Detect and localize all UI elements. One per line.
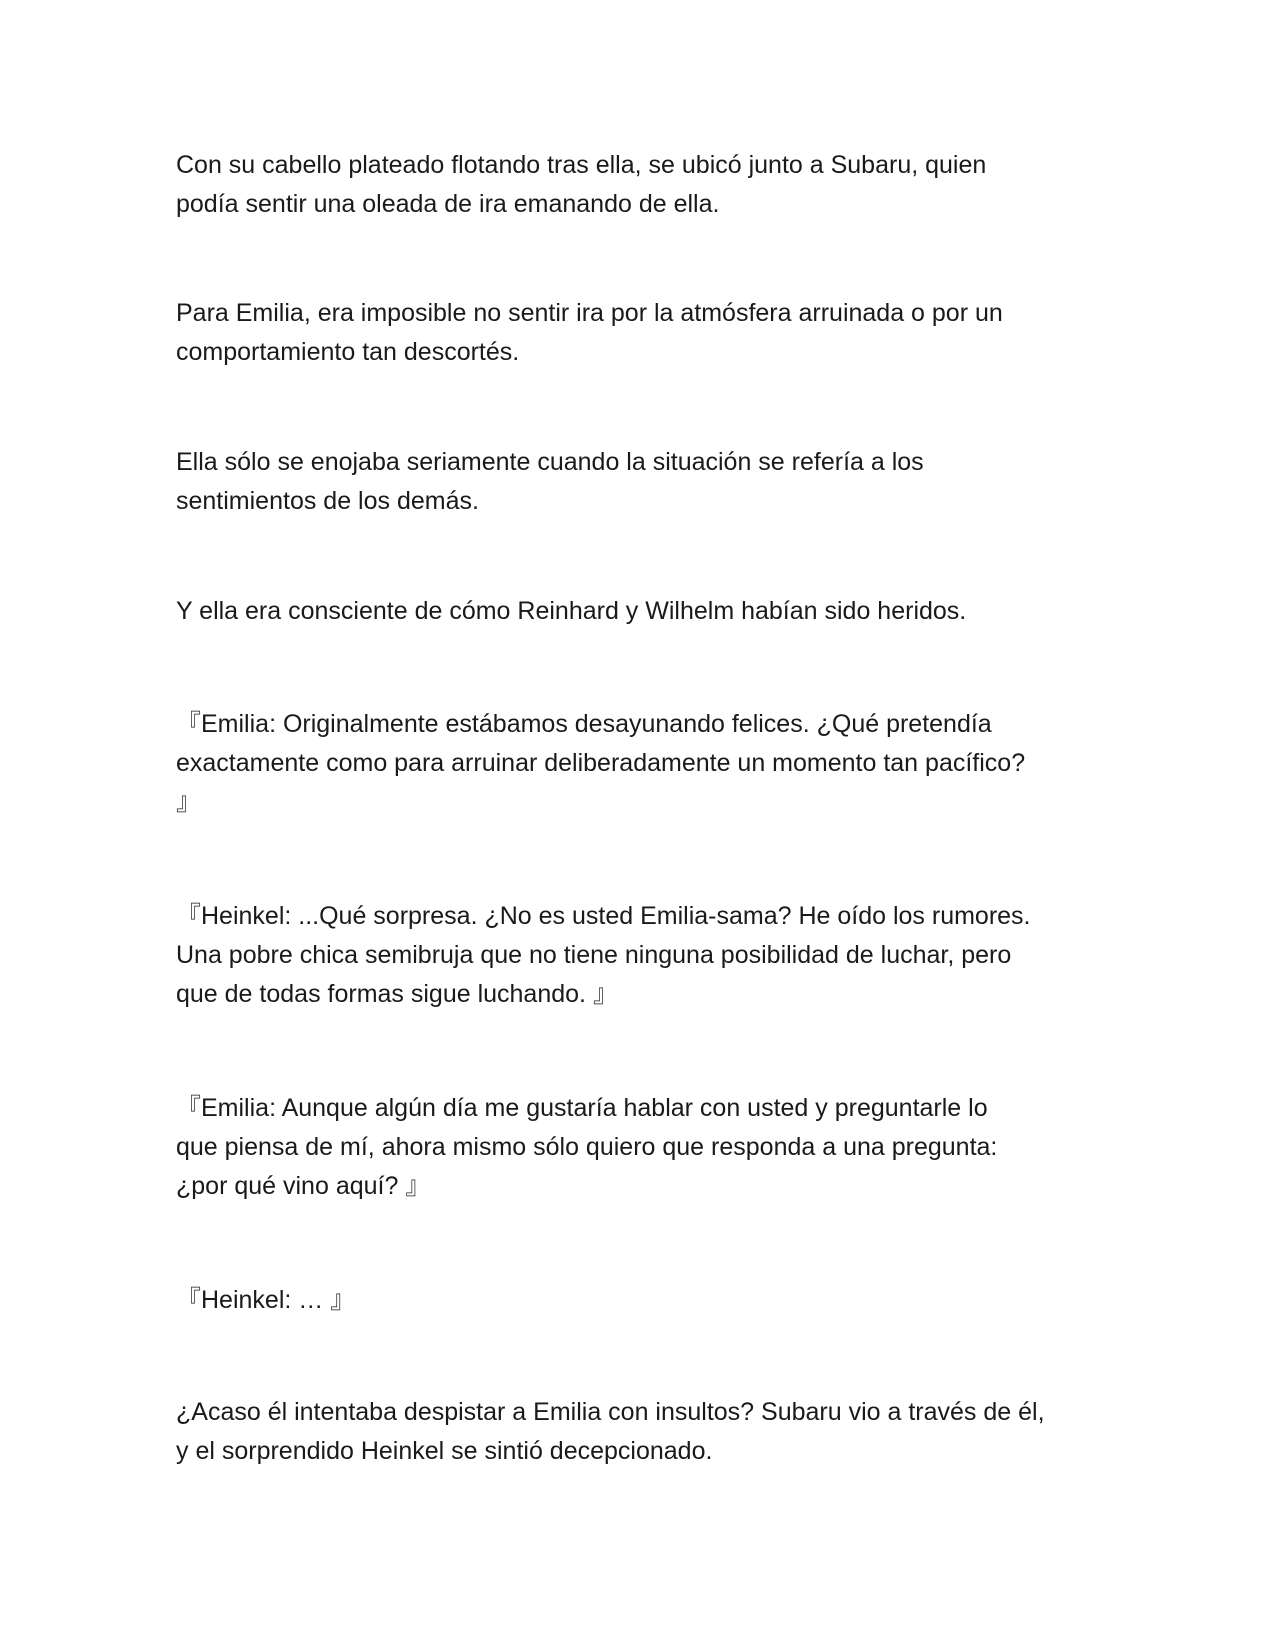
paragraph-narration-5: ¿Acaso él intentaba despistar a Emilia con insultos? Subaru vio a través de él, y el sorprendido Heinkel se sintió decepcionado. <box>176 1398 1045 1465</box>
paragraph-narration-1: Con su cabello plateado flotando tras ella, se ubicó junto a Subaru, quien podía sentir una oleada de ira emanando de ella. <box>176 151 987 218</box>
dialogue-emilia-1: 『Emilia: Originalmente estábamos desayunando felices. ¿Qué pretendía exactamente como para arruinar deliberadamente un momento tan pacífico? 』 <box>176 710 1026 816</box>
dialogue-heinkel-2: 『Heinkel: … 』 <box>176 1286 356 1314</box>
paragraph-narration-4: Y ella era consciente de cómo Reinhard y Wilhelm habían sido heridos. <box>176 597 967 625</box>
dialogue-emilia-2: 『Emilia: Aunque algún día me gustaría hablar con usted y preguntarle lo que piensa de mí, ahora mismo sólo quiero que responda a una pregunta: ¿por qué vino aquí? 』 <box>176 1094 998 1200</box>
paragraph-narration-2: Para Emilia, era imposible no sentir ira por la atmósfera arruinada o por un comportamiento tan descortés. <box>176 299 1003 366</box>
dialogue-heinkel-1: 『Heinkel: ...Qué sorpresa. ¿No es usted Emilia-sama? He oído los rumores. Una pobre chica semibruja que no tiene ninguna posibilidad de luchar, pero que de todas formas sigue luchando. 』 <box>176 902 1031 1008</box>
paragraph-narration-3: Ella sólo se enojaba seriamente cuando la situación se refería a los sentimientos de los demás. <box>176 448 924 515</box>
